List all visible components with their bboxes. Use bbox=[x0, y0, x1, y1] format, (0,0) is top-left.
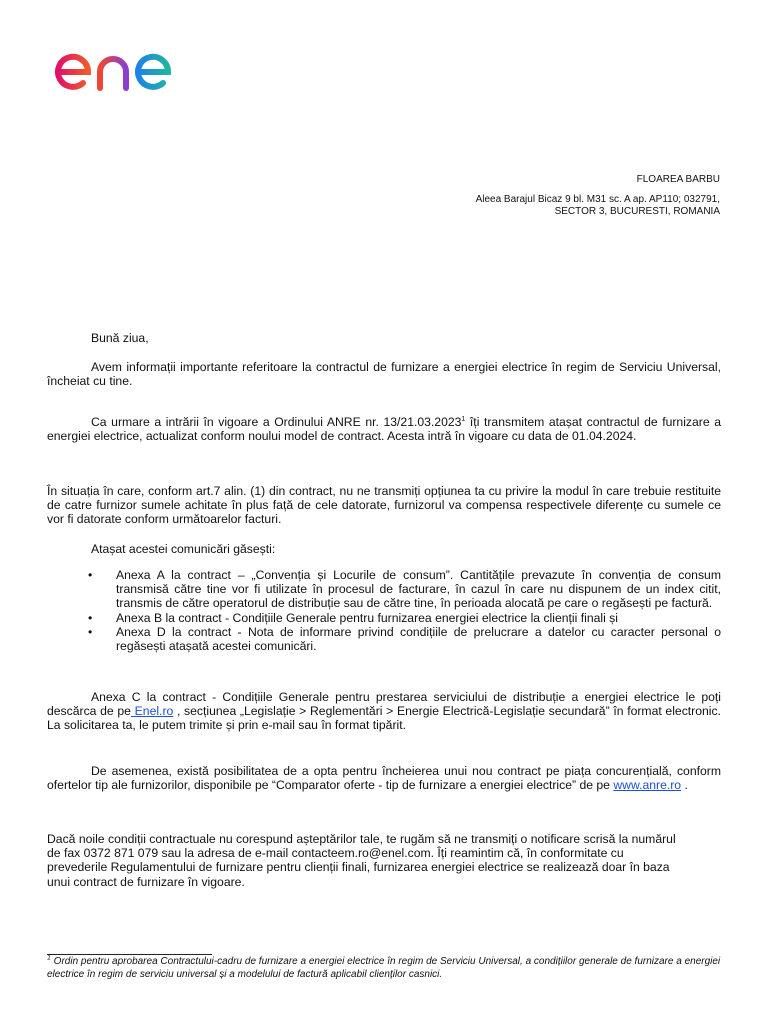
paragraph-anre-order bbox=[47, 415, 721, 443]
p5-text-after: . bbox=[681, 778, 688, 793]
list-item-text: Anexa D la contract - Nota de informare privind condițiile de prelucrare a datelor cu caracter personal o regăsești atașată acestei comunicări. bbox=[116, 624, 721, 654]
notification-line: de fax 0372 871 079 sau la adresa de e-mail contacteem.ro@enel.com. Îți reamintim că, în conformitate cu bbox=[47, 846, 624, 861]
footnote-text: Ordin pentru aprobarea Contractului-cadru de furnizare a energiei electrice în regim de Serviciu Universal, a condițiilor generale de furnizare a energiei electrice în regim de serviciu universal și a modelului de factură aplicabil clienților casnici. bbox=[47, 956, 721, 980]
enel-logo bbox=[50, 36, 210, 96]
attachments-list bbox=[47, 568, 721, 653]
list-item-text: Anexa B la contract - Condițiile Generale pentru furnizarea energiei electrice la clienții finali și bbox=[116, 610, 618, 625]
p2-text-after: îți transmitem atașat contractul de furnizare a energiei electrice, actualizat conform noului model de contract. Acesta intră în vigoare cu data de 01.04.2024. bbox=[47, 415, 721, 444]
recipient-block bbox=[476, 174, 720, 218]
recipient-address-line2: SECTOR 3, BUCURESTI, ROMANIA bbox=[554, 206, 720, 217]
enel-ro-link[interactable]: Enel.ro bbox=[130, 704, 174, 719]
p5-text-before: De asemenea, există posibilitatea de a opta pentru încheierea unui nou contract pe piața concurențială, conform ofertelor tip ale furnizorilor, disponibile pe “Comparator oferte - tip de furnizare a energiei electrice” de pe bbox=[47, 764, 721, 793]
bullet-icon: • bbox=[88, 568, 93, 582]
bullet-icon: • bbox=[88, 610, 93, 625]
recipient-name: FLOAREA BARBU bbox=[636, 174, 720, 185]
p4-text-after: , secțiunea „Legislație > Reglementări > Energie Electrică-Legislație secundară” în format electronic. La solicitarea ta, le putem trimite și prin e-mail sau în format tipărit. bbox=[47, 704, 721, 733]
paragraph-notification bbox=[47, 832, 721, 889]
footnote-number: 1 bbox=[47, 954, 51, 962]
attachments-intro: Atașat acestei comunicări găsești: bbox=[91, 542, 276, 556]
anre-ro-link[interactable]: www.anre.ro bbox=[613, 778, 682, 793]
paragraph-annex-c bbox=[47, 690, 721, 733]
list-item bbox=[47, 625, 721, 653]
list-item bbox=[47, 568, 721, 611]
paragraph-restitution: În situația în care, conform art.7 alin. (1) din contract, nu ne transmiți opțiunea ta cu privire la modul în care trebuie restituite de catre furnizor sumele achitate în plus față de cele datorate, furnizorul va compensa respectivele diferențe cu sumele ce vor fi datorate conform următoarelor facturi. bbox=[47, 484, 721, 527]
list-item-text: Anexa A la contract – „Convenția și Locurile de consum”. Cantitățile prevazute în convenția de consum transmisă către tine vor fi utilizate în procesul de facturare, în cazul în care nu dispunem de un index citit, transmis de către operatorul de distribuție sau de către tine, în perioada alocată pe care o regăsești pe factură. bbox=[116, 568, 721, 611]
notification-line: Dacă noile condiții contractuale nu corespund așteptărilor tale, te rugăm să ne transmiți o notificare scrisă la numărul bbox=[47, 832, 676, 846]
p2-text-before: Ca urmare a intrării în vigoare a Ordinului ANRE nr. 13/21.03.2023 bbox=[91, 415, 462, 429]
notification-line: prevederile Regulamentului de furnizare pentru clienții finali, furnizarea energiei electrice se realizează doar în baza bbox=[47, 860, 670, 875]
bullet-icon: • bbox=[88, 624, 93, 639]
greeting: Bună ziua, bbox=[91, 331, 149, 345]
footnote bbox=[47, 955, 721, 981]
list-item bbox=[47, 611, 721, 625]
notification-line: unui contract de furnizare în vigoare. bbox=[47, 874, 245, 889]
paragraph-contract-info: Avem informații importante referitoare la contractul de furnizare a energiei electrice în regim de Serviciu Universal, încheiat cu tine. bbox=[47, 360, 721, 389]
p4-text-before: Anexa C la contract - Condițiile Generale pentru prestarea serviciului de distribuție a energiei electrice le poți descărca de pe bbox=[47, 690, 721, 719]
footnote-ref: 1 bbox=[461, 415, 466, 423]
recipient-address-line1: Aleea Barajul Bicaz 9 bl. M31 sc. A ap. AP110; 032791, bbox=[475, 194, 720, 205]
paragraph-competitive-market bbox=[47, 764, 721, 792]
